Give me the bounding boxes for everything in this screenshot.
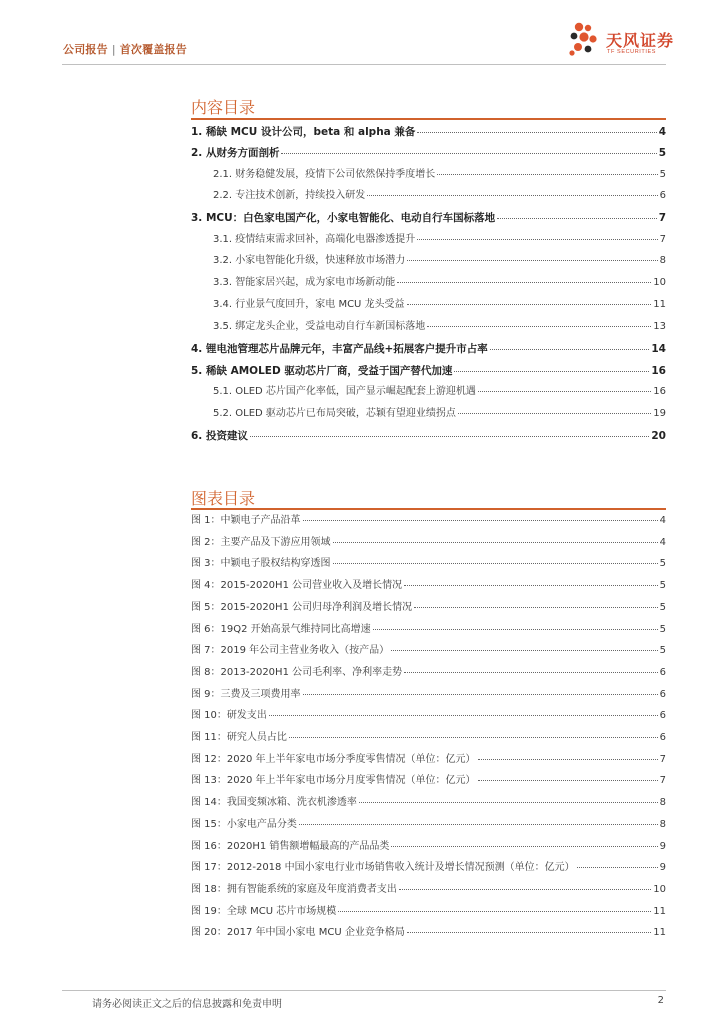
figure-entry-page: 9 (659, 841, 666, 852)
header-separator: | (111, 43, 116, 56)
figure-entry[interactable] (191, 559, 666, 569)
figure-entry[interactable] (191, 733, 666, 743)
dot-leader (404, 585, 658, 586)
figure-entry-page: 7 (659, 775, 666, 786)
dot-leader (417, 239, 657, 240)
figure-entry[interactable] (191, 907, 666, 917)
dot-leader (407, 932, 651, 933)
toc-entry-page: 14 (651, 343, 666, 355)
toc-entry-text: 3.1. 疫情结束需求回补，高端化电器渗透提升 (213, 234, 416, 245)
figure-entry-text: 图 5：2015-2020H1 公司归母净利润及增长情况 (191, 602, 413, 613)
figure-entry[interactable] (191, 885, 666, 895)
footer-divider (62, 990, 666, 991)
dot-leader (269, 715, 658, 716)
dot-leader (478, 391, 651, 392)
page-number: 2 (657, 995, 664, 1006)
logo-chinese-name: 天风证券 (606, 31, 675, 50)
figure-entry-text: 图 11：研究人员占比 (191, 732, 287, 743)
dot-leader (338, 911, 651, 912)
dot-leader (281, 153, 656, 154)
dot-leader (414, 607, 658, 608)
figure-entry-page: 4 (659, 537, 666, 548)
toc-entry-chapter[interactable] (191, 127, 666, 138)
figure-entry-text: 图 1：中颖电子产品沿革 (191, 515, 301, 526)
toc-entry-text: 2. 从财务方面剖析 (191, 147, 280, 159)
dot-leader (404, 672, 658, 673)
toc-entry-page: 10 (653, 277, 666, 288)
toc-entry-text: 3. MCU：白色家电国产化，小家电智能化、电动自行车国标落地 (191, 212, 496, 224)
header-divider (62, 64, 666, 65)
toc-entry-page: 16 (653, 386, 666, 397)
dot-leader (299, 824, 658, 825)
dot-leader (458, 413, 651, 414)
dot-leader (427, 326, 651, 327)
toc-entry-text: 3.3. 智能家居兴起，成为家电市场新动能 (213, 277, 396, 288)
toc-entry-section[interactable] (213, 170, 666, 180)
toc-entry-chapter[interactable] (191, 213, 666, 224)
toc-entry-page: 16 (651, 365, 666, 377)
dot-leader (407, 304, 652, 305)
figure-entry-page: 5 (659, 558, 666, 569)
toc-entry-page: 11 (653, 299, 666, 310)
toc-entry-text: 1. 稀缺 MCU 设计公司，beta 和 alpha 兼备 (191, 126, 416, 138)
toc-entry-section[interactable] (213, 387, 666, 397)
dot-leader (399, 889, 651, 890)
toc-entry-section[interactable] (213, 322, 666, 332)
logo-english-name: TF SECURITIES (607, 49, 657, 55)
figure-entry[interactable] (191, 928, 666, 938)
figure-entry-text: 图 3：中颖电子股权结构穿透图 (191, 558, 331, 569)
figure-entry-text: 图 9：三费及三项费用率 (191, 689, 301, 700)
dot-leader (454, 371, 649, 372)
toc-entry-text: 3.2. 小家电智能化升级，快速释放市场潜力 (213, 255, 406, 266)
figure-entry-page: 7 (659, 754, 666, 765)
figure-entry[interactable] (191, 711, 666, 721)
dot-leader (391, 846, 657, 847)
toc-entry-section[interactable] (213, 409, 666, 419)
figure-entry[interactable] (191, 625, 666, 635)
figure-entry-page: 6 (659, 710, 666, 721)
figures-title-rule (191, 508, 666, 510)
dot-leader (289, 737, 658, 738)
toc-entry-page: 7 (659, 234, 666, 245)
figure-entry-text: 图 16：2020H1 销售额增幅最高的产品品类 (191, 841, 390, 852)
dot-leader (417, 132, 656, 133)
dot-leader (407, 260, 657, 261)
figure-entry-page: 6 (659, 667, 666, 678)
company-report-label: 公司报告 (63, 43, 108, 56)
figure-entry[interactable] (191, 690, 666, 700)
contents-title-rule (191, 118, 666, 120)
toc-entry-text: 3.4. 行业景气度回升，家电 MCU 龙头受益 (213, 299, 405, 310)
figure-entry-text: 图 8：2013-2020H1 公司毛利率、净利率走势 (191, 667, 403, 678)
toc-entry-text: 6. 投资建议 (191, 430, 248, 442)
figure-entry-page: 6 (659, 732, 666, 743)
logo-mark-icon (566, 20, 604, 60)
figure-entry-page: 5 (659, 624, 666, 635)
toc-entry-section[interactable] (213, 235, 666, 245)
toc-entry-text: 3.5. 绑定龙头企业，受益电动自行车新国标落地 (213, 321, 426, 332)
figure-entry-page: 5 (659, 602, 666, 613)
toc-entry-page: 13 (653, 321, 666, 332)
toc-entry-chapter[interactable] (191, 148, 666, 159)
figure-entry[interactable] (191, 538, 666, 548)
dot-leader (303, 694, 658, 695)
figure-entry[interactable] (191, 842, 666, 852)
figure-entry-text: 图 13：2020 年上半年家电市场分月度零售情况（单位：亿元） (191, 775, 476, 786)
figure-entry-text: 图 18：拥有智能系统的家庭及年度消费者支出 (191, 884, 397, 895)
dot-leader (478, 759, 658, 760)
figure-entry-text: 图 6：19Q2 开始高景气维持同比高增速 (191, 624, 371, 635)
toc-entry-page: 19 (653, 408, 666, 419)
figure-entry-text: 图 4：2015-2020H1 公司营业收入及增长情况 (191, 580, 403, 591)
toc-entry-text: 5.2. OLED 驱动芯片已布局突破，芯颖有望迎业绩拐点 (213, 408, 456, 419)
figure-entry-text: 图 20：2017 年中国小家电 MCU 企业竞争格局 (191, 927, 405, 938)
dot-leader (373, 629, 658, 630)
figure-entry-page: 11 (653, 927, 666, 938)
dot-leader (333, 542, 658, 543)
figure-entry[interactable] (191, 755, 666, 765)
report-type-label: 首次覆盖报告 (119, 43, 187, 56)
figure-entry[interactable] (191, 668, 666, 678)
toc-entry-page: 5 (659, 169, 666, 180)
figure-entry[interactable] (191, 820, 666, 830)
dot-leader (250, 436, 649, 437)
toc-entry-section[interactable] (213, 256, 666, 266)
figure-entry-text: 图 10：研发支出 (191, 710, 267, 721)
dot-leader (577, 867, 658, 868)
figure-entry-page: 11 (653, 906, 666, 917)
figures-title: 图表目录 (191, 489, 256, 508)
toc-entry-section[interactable] (213, 191, 666, 201)
toc-entry-page: 5 (658, 147, 666, 159)
footer-disclaimer: 请务必阅读正文之后的信息披露和免责申明 (92, 999, 282, 1010)
toc-entry-text: 5. 稀缺 AMOLED 驱动芯片厂商，受益于国产替代加速 (191, 365, 453, 377)
figure-entry-page: 5 (659, 580, 666, 591)
dot-leader (333, 563, 658, 564)
toc-entry-chapter[interactable] (191, 431, 666, 442)
figure-entry-page: 6 (659, 689, 666, 700)
figure-entry-text: 图 14：我国变频冰箱、洗衣机渗透率 (191, 797, 357, 808)
figure-entry-page: 5 (659, 645, 666, 656)
dot-leader (397, 282, 651, 283)
figure-entry-page: 8 (659, 819, 666, 830)
toc-entry-page: 8 (659, 255, 666, 266)
toc-entry-chapter[interactable] (191, 366, 666, 377)
figure-entry-text: 图 15：小家电产品分类 (191, 819, 297, 830)
toc-entry-page: 7 (658, 212, 666, 224)
figure-entry-page: 8 (659, 797, 666, 808)
dot-leader (497, 218, 657, 219)
toc-entry-page: 6 (659, 190, 666, 201)
figure-entry[interactable] (191, 581, 666, 591)
figure-entry-text: 图 2：主要产品及下游应用领域 (191, 537, 331, 548)
dot-leader (367, 195, 657, 196)
toc-entry-section[interactable] (213, 300, 666, 310)
company-logo (566, 20, 676, 64)
figure-entry[interactable] (191, 603, 666, 613)
figure-entry-text: 图 7：2019 年公司主营业务收入（按产品） (191, 645, 390, 656)
toc-entry-chapter[interactable] (191, 344, 666, 355)
figure-entry[interactable] (191, 776, 666, 786)
dot-leader (437, 174, 657, 175)
toc-entry-page: 20 (651, 430, 666, 442)
report-header (63, 41, 187, 57)
dot-leader (391, 650, 657, 651)
contents-title: 内容目录 (191, 98, 256, 117)
toc-entry-text: 2.1. 财务稳健发展，疫情下公司依然保持季度增长 (213, 169, 436, 180)
figure-entry[interactable] (191, 798, 666, 808)
figure-entry-text: 图 12：2020 年上半年家电市场分季度零售情况（单位：亿元） (191, 754, 476, 765)
toc-entry-text: 2.2. 专注技术创新，持续投入研发 (213, 190, 366, 201)
figure-entry-page: 9 (659, 862, 666, 873)
figure-entry-text: 图 17：2012-2018 中国小家电行业市场销售收入统计及增长情况预测（单位：亿元） (191, 862, 575, 873)
dot-leader (478, 780, 658, 781)
figure-entry-page: 4 (659, 515, 666, 526)
figure-entry-page: 10 (653, 884, 666, 895)
figure-entry-text: 图 19：全球 MCU 芯片市场规模 (191, 906, 337, 917)
toc-entry-text: 5.1. OLED 芯片国产化率低，国产显示崛起配套上游迎机遇 (213, 386, 476, 397)
toc-entry-section[interactable] (213, 278, 666, 288)
toc-entry-text: 4. 锂电池管理芯片品牌元年，丰富产品线+拓展客户提升市占率 (191, 343, 488, 355)
figure-entry[interactable] (191, 863, 666, 873)
dot-leader (303, 520, 658, 521)
figure-entry[interactable] (191, 516, 666, 526)
dot-leader (359, 802, 658, 803)
figure-entry[interactable] (191, 646, 666, 656)
toc-entry-page: 4 (658, 126, 666, 138)
dot-leader (490, 349, 650, 350)
